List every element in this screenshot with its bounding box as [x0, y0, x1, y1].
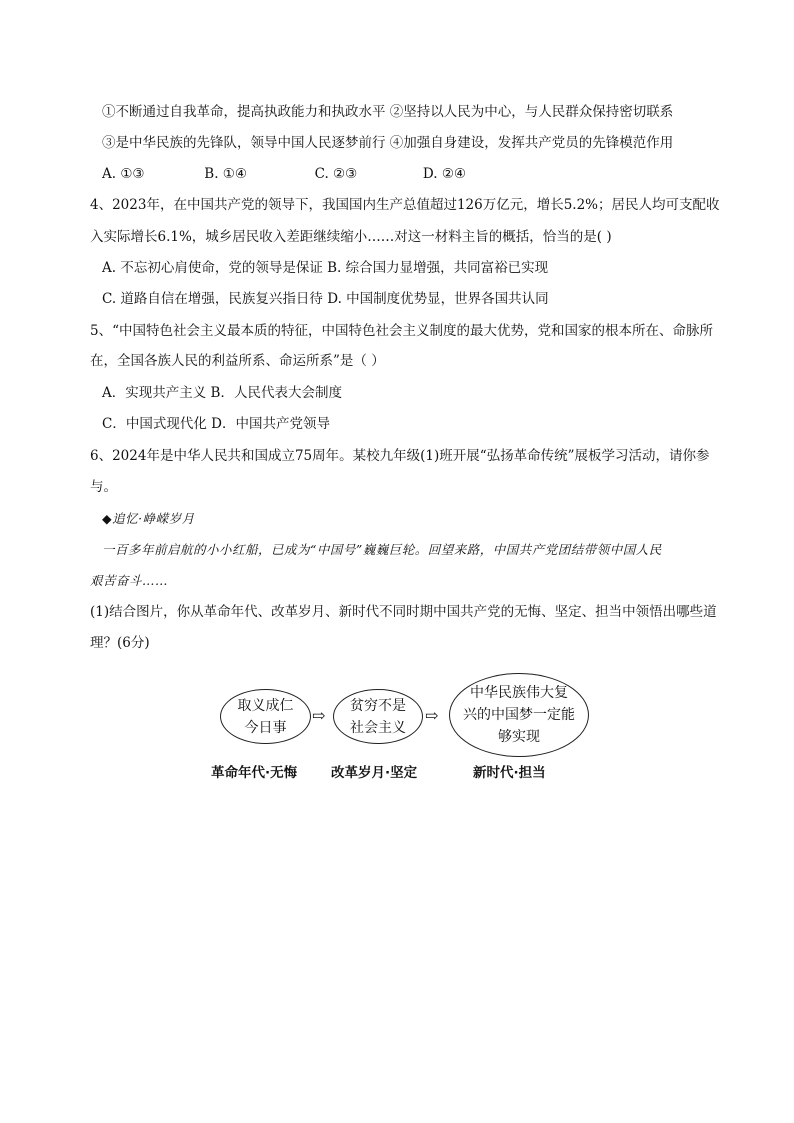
q5-stem-line-1: 5、“中国特色社会主义最本质的特征，中国特色社会主义制度的最大优势，党和国家的根本所在、命脉所: [90, 323, 713, 339]
section-title-text: ◆追忆·峥嵘岁月: [102, 511, 195, 526]
caption-revolution: 革命年代·无悔: [211, 765, 298, 781]
q3-option-line-2: ③是中华民族的先锋队，领导中国人民逐梦前行 ④加强自身建设，发挥共产党员的先锋模范作用: [102, 135, 674, 151]
q4-stem-line-1: 4、2023年，在中国共产党的领导下，我国国内生产总值超过126万亿元，增长5.2%；居民人均可支配收: [90, 197, 720, 213]
bubble-text: 今日事: [244, 719, 287, 736]
arrow-right-icon: ⇨: [425, 706, 439, 725]
bubble-text: 够实现: [498, 729, 540, 745]
q6-stem-line-2: 与。: [90, 479, 117, 495]
bubble-text: 社会主义: [350, 719, 406, 736]
timeline-diagram: [205, 670, 605, 785]
q4-choices-line-2[interactable]: C. 道路自信在增强，民族复兴指日待 D. 中国制度优势显，世界各国共认同: [102, 291, 549, 307]
q3-choice-a[interactable]: A. ①③: [102, 166, 145, 182]
bubble-text: 取义成仁: [237, 697, 294, 714]
bubble-new-era: [449, 673, 589, 757]
q6-material-line-1: 一百多年前启航的小小红船，已成为“中国号”巍巍巨轮。回望来路，中国共产党团结带领中国人民: [102, 542, 662, 557]
q5-choices-line-2[interactable]: C．中国式现代化 D．中国共产党领导: [102, 416, 330, 432]
q6-material-line-2: 艰苦奋斗……: [90, 573, 169, 588]
q6-sub1-line-2: 理？(6分): [90, 635, 150, 651]
q4-choices-line-1[interactable]: A. 不忘初心肩使命，党的领导是保证 B. 综合国力显增强，共同富裕已实现: [102, 260, 549, 276]
q6-sub1-line-1: (1)结合图片，你从革命年代、改革岁月、新时代不同时期中国共产党的无悔、坚定、担当中领悟出哪些道: [90, 604, 717, 620]
bubble-revolution: [220, 689, 311, 744]
bubble-text: 中华民族伟大复: [470, 685, 568, 701]
q3-choice-b[interactable]: B. ①④: [204, 166, 248, 182]
q4-stem-line-2: 入实际增长6.1%，城乡居民收入差距继续缩小……对这一材料主旨的概括，恰当的是( ): [90, 229, 612, 245]
q3-option-line-1: ①不断通过自我革命，提高执政能力和执政水平 ②坚持以人民为中心，与人民群众保持密切联系: [102, 104, 674, 120]
bubble-text: 贫穷不是: [350, 697, 406, 714]
bubble-text: 兴的中国梦一定能: [463, 707, 575, 723]
arrow-right-icon: ⇨: [312, 706, 326, 725]
bubble-reform: [333, 689, 423, 744]
q3-choice-d[interactable]: D. ②④: [422, 166, 467, 182]
q5-choices-line-1[interactable]: A．实现共产主义 B．人民代表大会制度: [102, 385, 342, 401]
q6-section-title: [102, 510, 195, 528]
caption-new-era: 新时代·担当: [473, 765, 546, 781]
q5-stem-line-2: 在，全国各族人民的利益所系、命运所系”是（ ）: [90, 353, 385, 369]
q3-choices: [102, 165, 466, 183]
caption-reform: 改革岁月·坚定: [331, 765, 418, 781]
q6-stem-line-1: 6、2024年是中华人民共和国成立75周年。某校九年级(1)班开展“弘扬革命传统”展板学习活动，请你参: [90, 448, 710, 464]
q3-choice-c[interactable]: C. ②③: [314, 166, 358, 182]
